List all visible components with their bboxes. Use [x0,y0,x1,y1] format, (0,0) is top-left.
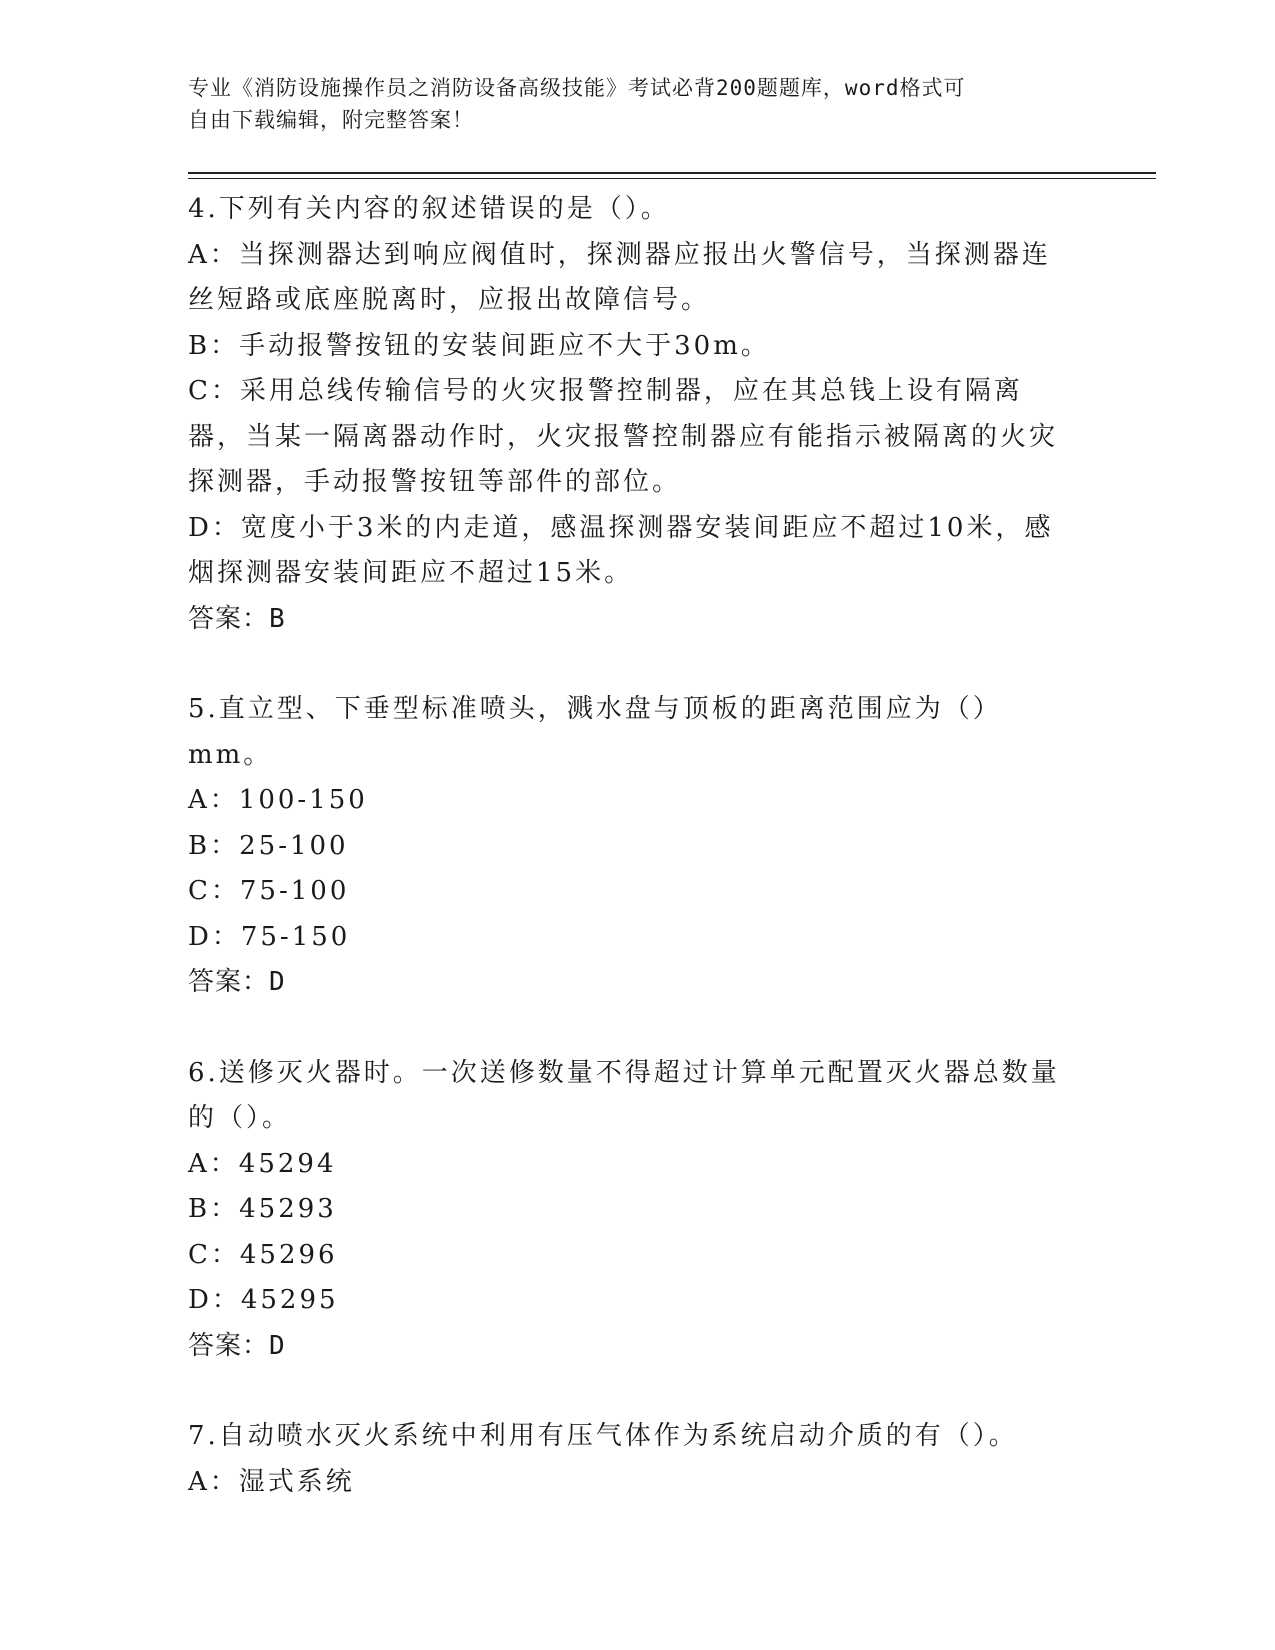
question-stem: 5.直立型、下垂型标准喷头，溅水盘与顶板的距离范围应为（）mm。 [188,694,1002,770]
option-a: A：100-150 [188,785,368,815]
option-b: B：45293 [188,1194,337,1224]
document-header [188,72,1088,136]
header-title-line-1: 专业《消防设施操作员之消防设备高级技能》考试必背200题题库，word格式可 [188,76,966,100]
option-c: C：45296 [188,1239,338,1270]
option-b: B：25-100 [188,830,349,861]
option-a: A：45294 [188,1148,337,1179]
option-b: B：手动报警按钮的安装间距应不大于30m。 [188,330,770,361]
question-stem: 4.下列有关内容的叙述错误的是（）。 [188,194,670,224]
option-a: A：湿式系统 [188,1466,355,1497]
question-stem: 6.送修灭火器时。一次送修数量不得超过计算单元配置灭火器总数量的（）。 [188,1057,1060,1133]
question-stem: 7.自动喷水灭火系统中利用有压气体作为系统启动介质的有（）。 [188,1421,1018,1451]
option-a: A：当探测器达到响应阀值时，探测器应报出火警信号，当探测器连丝短路或底座脱离时，应报出故障信号。 [188,239,1051,315]
header-divider-thick [188,172,1156,174]
option-d: D：75-150 [188,921,351,952]
question-5 [188,687,1068,1006]
question-6 [188,1051,1068,1370]
answer: 答案：B [188,603,286,634]
header-divider-thin [188,178,1156,179]
question-7 [188,1414,1068,1505]
header-title-line-2: 自由下载编辑，附完整答案！ [188,108,474,132]
question-list [188,187,1068,1505]
question-4 [188,187,1068,642]
option-d: D：45295 [188,1285,339,1315]
answer: 答案：D [188,967,286,997]
answer: 答案：D [188,1330,286,1361]
option-c: C：75-100 [188,876,350,906]
option-c: C：采用总线传输信号的火灾报警控制器，应在其总钱上设有隔离器，当某一隔离器动作时，火灾报警控制器应有能指示被隔离的火灾探测器，手动报警按钮等部件的部位。 [188,376,1059,497]
option-d: D：宽度小于3米的内走道，感温探测器安装间距应不超过10米，感烟探测器安装间距应不超过15米。 [188,512,1054,588]
